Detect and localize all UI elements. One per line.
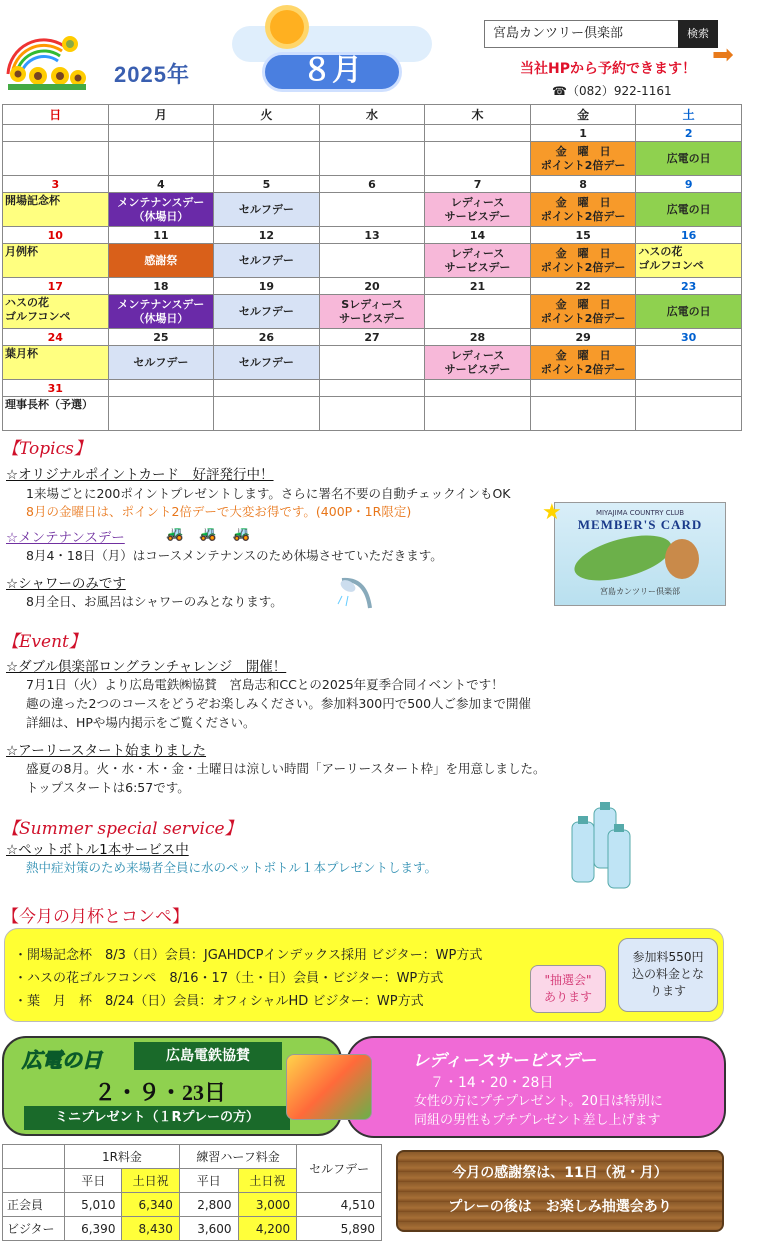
price-cell: 5,890	[297, 1217, 382, 1241]
summer-heading: 【Summer special service】	[2, 819, 242, 839]
calendar-event: メンテナンスデー （休場日）	[108, 295, 214, 329]
calendar-event: 開場記念杯	[3, 193, 109, 227]
weekday-header: 月	[108, 105, 214, 125]
mower-icon: 🚜🚜🚜	[166, 526, 267, 542]
calendar-date: 16	[636, 227, 742, 244]
price-row-member	[3, 1193, 382, 1217]
maintenance-title: ☆メンテナンスデー	[6, 530, 125, 546]
calendar-date: 3	[3, 176, 109, 193]
calendar-date: 11	[108, 227, 214, 244]
year-label: 2025年	[114, 62, 190, 87]
calendar-event	[636, 397, 742, 431]
member-card-image	[554, 502, 726, 606]
reservation-note: 当社HPから予約できます！	[520, 61, 696, 77]
calendar-date	[214, 125, 320, 142]
comp-line3: ・葉 月 杯 8/24（日）会員：オフィシャルHD ビジター：WP方式	[14, 994, 424, 1009]
calendar-event: セルフデー	[214, 346, 320, 380]
price-sub: 平日	[65, 1169, 122, 1193]
hiroden-sponsor: 広島電鉄協賛	[134, 1042, 282, 1070]
thanks-line1: 今月の感謝祭は、11日（祝・月）	[452, 1165, 668, 1181]
calendar-event	[319, 142, 425, 176]
phone-number: ☎（082）922-1161	[552, 84, 672, 98]
price-h-1r: 1R料金	[65, 1145, 180, 1169]
calendar-event: 理事長杯（予選）	[3, 397, 109, 431]
calendar-event: セルフデー	[214, 295, 320, 329]
early-line2: トップスタートは6:57です。	[26, 780, 190, 795]
summer-line: 熱中症対策のため来場者全員に水のペットボトル１本プレゼントします。	[26, 860, 438, 875]
price-cell: 3,000	[238, 1193, 297, 1217]
hiroden-days: ２・９・23日	[93, 1080, 226, 1105]
price-cell: 5,010	[65, 1193, 122, 1217]
calendar-event	[425, 142, 531, 176]
search-input[interactable]: 宮島カンツリー倶楽部	[484, 20, 718, 48]
calendar-date: 18	[108, 278, 214, 295]
calendar-event	[108, 397, 214, 431]
sunflower-illustration	[4, 34, 88, 90]
double-line1: 7月1日（火）より広島電鉄㈱協賛 宮島志和CCとの2025年夏季合同イベントです！	[26, 677, 504, 692]
calendar-date: 29	[530, 329, 636, 346]
calendar-event: セルフデー	[214, 193, 320, 227]
calendar-event	[636, 346, 742, 380]
weekday-header: 日	[3, 105, 109, 125]
pointer-arrow-icon: ➡	[712, 40, 734, 70]
price-cell: 3,600	[179, 1217, 238, 1241]
double-line2: 趣の違った2つのコースをどうぞお楽しみください。参加料300円で500人ご参加まで開催	[26, 696, 532, 711]
calendar-date	[319, 380, 425, 397]
calendar-event: セルフデー	[108, 346, 214, 380]
price-row-visitor	[3, 1217, 382, 1241]
calendar-event	[319, 346, 425, 380]
calendar-event: 金 曜 日 ポイント2倍デー	[530, 244, 636, 278]
calendar-date: 5	[214, 176, 320, 193]
sun-icon	[270, 10, 304, 44]
calendar-event: メンテナンスデー （休場日）	[108, 193, 214, 227]
ladies-desc	[414, 1092, 663, 1130]
calendar-date: 20	[319, 278, 425, 295]
calendar-date	[425, 125, 531, 142]
maintenance-line: 8月4・18日（月）はコースメンテナンスのため休場させていただきます。	[26, 548, 443, 563]
comp-line2: ・ハスの花ゴルフコンペ 8/16・17（土・日）会員・ビジター：WP方式	[14, 971, 444, 986]
event-heading: 【Event】	[2, 632, 86, 652]
calendar-date	[319, 125, 425, 142]
calendar-event	[425, 295, 531, 329]
calendar-event: 金 曜 日 ポイント2倍デー	[530, 142, 636, 176]
calendar-event: 広電の日	[636, 142, 742, 176]
calendar-date: 2	[636, 125, 742, 142]
calendar-event: ハスの花 ゴルフコンペ	[636, 244, 742, 278]
weekday-header: 木	[425, 105, 531, 125]
price-cell: 6,340	[122, 1193, 179, 1217]
price-sub: 土日祝	[122, 1169, 179, 1193]
water-bottle-icon	[566, 800, 636, 890]
calendar-date	[530, 380, 636, 397]
snacks-illustration	[286, 1054, 372, 1120]
calendar-date: 4	[108, 176, 214, 193]
search-button[interactable]: 検索	[678, 20, 718, 48]
weekday-header: 水	[319, 105, 425, 125]
calendar-date: 9	[636, 176, 742, 193]
calendar-event: レディース サービスデー	[425, 244, 531, 278]
calendar-date: 17	[3, 278, 109, 295]
calendar-event: 広電の日	[636, 295, 742, 329]
calendar-date	[108, 380, 214, 397]
calendar-event	[214, 397, 320, 431]
price-cell: 4,200	[238, 1217, 297, 1241]
card-topic-title: ☆オリジナルポイントカード 好評発行中！	[6, 467, 274, 483]
shower-line: 8月全日、お風呂はシャワーのみとなります。	[26, 594, 283, 609]
calendar-event	[108, 142, 214, 176]
calendar-event: 金 曜 日 ポイント2倍デー	[530, 346, 636, 380]
card-club-name: MIYAJIMA COUNTRY CLUB	[595, 509, 685, 517]
price-row-label: ビジター	[3, 1217, 65, 1241]
calendar-event: 金 曜 日 ポイント2倍デー	[530, 193, 636, 227]
weekday-header: 金	[530, 105, 636, 125]
weekday-header: 火	[214, 105, 320, 125]
calendar-date: 22	[530, 278, 636, 295]
card-topic-line2: 8月の金曜日は、ポイント2倍デーで大変お得です。(400P・1R限定)	[26, 504, 412, 519]
calendar-event: 葉月杯	[3, 346, 109, 380]
fee-badge: 参加料550円 込の料金とな ります	[618, 938, 718, 1012]
calendar	[2, 104, 742, 431]
double-title: ☆ダブル倶楽部ロングランチャレンジ 開催！	[6, 659, 287, 675]
calendar-event: レディース サービスデー	[425, 193, 531, 227]
ladies-desc-1: 女性の方にプチプレゼント。20日は特別に	[414, 1094, 663, 1109]
calendar-event	[530, 397, 636, 431]
card-topic-line1: 1来場ごとに200ポイントプレゼントします。さらに署名不要の自動チェックインもOK	[26, 486, 511, 501]
star-icon: ★	[542, 500, 562, 525]
price-sub: 平日	[179, 1169, 238, 1193]
calendar-event: 広電の日	[636, 193, 742, 227]
card-club-jp: 宮島カンツリー倶楽部	[600, 587, 680, 596]
ladies-days: ７・14・20・28日	[430, 1075, 554, 1091]
price-sub: 土日祝	[238, 1169, 297, 1193]
calendar-date: 28	[425, 329, 531, 346]
comp-heading: 【今月の月杯とコンペ】	[2, 907, 189, 927]
comp-line1: ・開場記念杯 8/3（日）会員：JGAHDCPインデックス採用 ビジター：WP方式	[14, 948, 483, 963]
calendar-event	[319, 244, 425, 278]
calendar-date: 21	[425, 278, 531, 295]
calendar-event: Sレディース サービスデー	[319, 295, 425, 329]
calendar-date	[3, 125, 109, 142]
price-cell: 2,800	[179, 1193, 238, 1217]
shower-title: ☆シャワーのみです	[6, 576, 126, 592]
weekday-header: 土	[636, 105, 742, 125]
price-cell: 6,390	[65, 1217, 122, 1241]
price-h-self: セルフデー	[297, 1145, 382, 1193]
calendar-date: 7	[425, 176, 531, 193]
shower-icon	[336, 574, 376, 614]
calendar-date	[636, 380, 742, 397]
calendar-date: 19	[214, 278, 320, 295]
calendar-date: 13	[319, 227, 425, 244]
price-row-label: 正会員	[3, 1193, 65, 1217]
calendar-date: 8	[530, 176, 636, 193]
calendar-date	[108, 125, 214, 142]
price-h-half: 練習ハーフ料金	[179, 1145, 296, 1169]
calendar-event: 金 曜 日 ポイント2倍デー	[530, 295, 636, 329]
calendar-event: 感謝祭	[108, 244, 214, 278]
topics-heading: 【Topics】	[2, 439, 91, 459]
month-badge: ８月	[262, 52, 402, 92]
calendar-event: レディース サービスデー	[425, 346, 531, 380]
calendar-event	[214, 142, 320, 176]
calendar-date: 30	[636, 329, 742, 346]
price-corner	[3, 1145, 65, 1169]
calendar-date: 26	[214, 329, 320, 346]
hiroden-present: ミニプレゼント（１Rプレーの方）	[24, 1106, 290, 1130]
calendar-event	[319, 397, 425, 431]
price-cell: 4,510	[297, 1193, 382, 1217]
ladies-title: レディースサービスデー	[412, 1051, 597, 1071]
calendar-event	[3, 142, 109, 176]
calendar-date: 12	[214, 227, 320, 244]
calendar-event: 月例杯	[3, 244, 109, 278]
calendar-date: 6	[319, 176, 425, 193]
calendar-date: 10	[3, 227, 109, 244]
calendar-date: 14	[425, 227, 531, 244]
calendar-date: 15	[530, 227, 636, 244]
hiroden-title: 広電の日	[22, 1048, 102, 1072]
calendar-date: 24	[3, 329, 109, 346]
calendar-date: 27	[319, 329, 425, 346]
calendar-event	[319, 193, 425, 227]
early-title: ☆アーリースタート始まりました	[6, 743, 207, 759]
calendar-date: 25	[108, 329, 214, 346]
calendar-date: 31	[3, 380, 109, 397]
price-table	[2, 1144, 382, 1241]
calendar-date: 23	[636, 278, 742, 295]
thanks-line2: プレーの後は お楽しみ抽選会あり	[448, 1199, 672, 1215]
card-title: MEMBER'S CARD	[577, 517, 703, 532]
price-cell: 8,430	[122, 1217, 179, 1241]
early-line1: 盛夏の8月。火・水・木・金・土曜日は涼しい時間「アーリースタート枠」を用意しました。	[26, 761, 546, 776]
calendar-event	[425, 397, 531, 431]
calendar-event: ハスの花 ゴルフコンペ	[3, 295, 109, 329]
price-corner2	[3, 1169, 65, 1193]
calendar-date	[425, 380, 531, 397]
lottery-badge: "抽選会" あります	[530, 965, 606, 1013]
calendar-date	[214, 380, 320, 397]
ladies-desc-2: 同組の男性もプチプレゼント差し上げます	[414, 1113, 661, 1128]
summer-sub: ☆ペットボトル1本サービス中	[6, 842, 189, 858]
calendar-date: 1	[530, 125, 636, 142]
calendar-event: セルフデー	[214, 244, 320, 278]
double-line3: 詳細は、HPや場内掲示をご覧ください。	[26, 715, 256, 730]
